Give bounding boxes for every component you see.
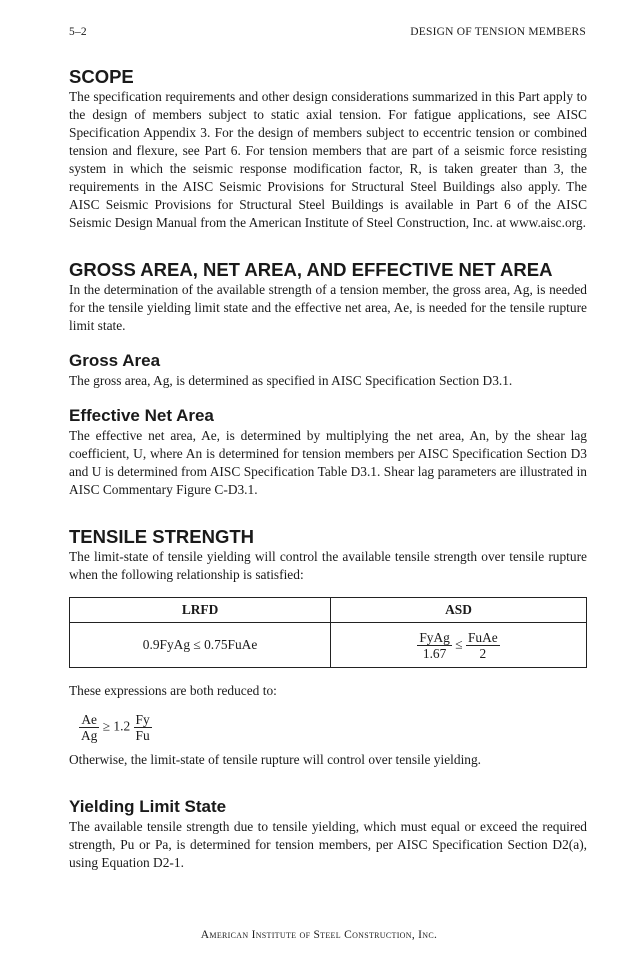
lrfd-expression: 0.9FyAg ≤ 0.75FuAe — [70, 623, 331, 668]
effective-net-area-heading: Effective Net Area — [69, 406, 214, 425]
asd-left-fraction: $\frac{\text{FyAg}}{1.67}$ — [419, 629, 450, 661]
lrfd-header: LRFD — [70, 598, 331, 623]
scope-heading: SCOPE — [69, 66, 134, 87]
tensile-strength-paragraph: The limit-state of tensile yielding will control the available tensile strength over tensile rupture when the following relationship is satisfied: — [69, 549, 587, 582]
areas-paragraph: In the determination of the available strength of a tension member, the gross area, Ag, is needed for the tensile yielding limit state and the effective net area, Ae, is needed for the tensile rupture limit state. — [69, 282, 587, 333]
footer: American Institute of Steel Construction, Inc. — [200, 929, 438, 941]
relation-operator: ≥ 1.2 — [102, 718, 131, 734]
page-number: 5–2 — [69, 26, 87, 38]
area-ratio: $\frac{Ae}{Ag}$ — [81, 712, 98, 743]
yielding-heading: Yielding Limit State — [69, 797, 227, 816]
reduced-text: These expressions are both reduced to: — [69, 683, 277, 698]
effective-net-area-paragraph: The effective net area, Ae, is determined by multiplying the net area, An, by the shear lag coefficient, U, where An is determined for tension members per AISC Specification Section D3 and U is determined from AISC Specification Table D3.1. Shear lag parameters are illustrated in AISC Commentary Figure C-D3.1. — [69, 428, 587, 497]
asd-operator: ≤ — [455, 636, 463, 652]
asd-right-fraction: $\frac{\text{FuAe}}{2}$ — [467, 629, 498, 661]
scope-paragraph: The specification requirements and other design considerations summarized in this Part apply to the design of members subject to static axial tension. For fatigue applications, see AISC Specification Appendix 3. For the design of members subject to eccentric tension or combined tension and flexure, see Part 6. For tension members that are part of a seismic force resisting system in which the seismic response modification factor, R, is taken greater than 3, the requirements in the AISC Seismic Provisions for Structural Steel Buildings also apply. The AISC Seismic Provisions for Structural Steel Buildings is available in Part 6 of the AISC Seismic Design Manual from the American Institute of Steel Construction, Inc. at www.aisc.org. — [69, 89, 587, 230]
ratio-relation — [79, 712, 587, 743]
gross-area-paragraph: The gross area, Ag, is determined as specified in AISC Specification Section D3.1. — [69, 373, 513, 388]
running-header: DESIGN OF TENSION MEMBERS — [410, 26, 586, 38]
asd-expression — [331, 623, 587, 668]
areas-heading: GROSS AREA, NET AREA, AND EFFECTIVE NET AREA — [69, 259, 553, 280]
lrfd-asd-table — [69, 597, 587, 668]
asd-header: ASD — [331, 598, 587, 623]
gross-area-heading: Gross Area — [69, 351, 161, 370]
stress-ratio: $\frac{Fy}{Fu}$ — [135, 712, 150, 743]
yielding-paragraph: The available tensile strength due to tensile yielding, which must equal or exceed the required strength, Pu or Pa, is determined for tension members, per AISC Specification Section D2(a), using Equation D2-1. — [69, 819, 587, 870]
tensile-strength-heading: TENSILE STRENGTH — [69, 526, 255, 547]
otherwise-text: Otherwise, the limit-state of tensile rupture will control over tensile yielding. — [69, 752, 482, 767]
page-body — [69, 66, 587, 872]
